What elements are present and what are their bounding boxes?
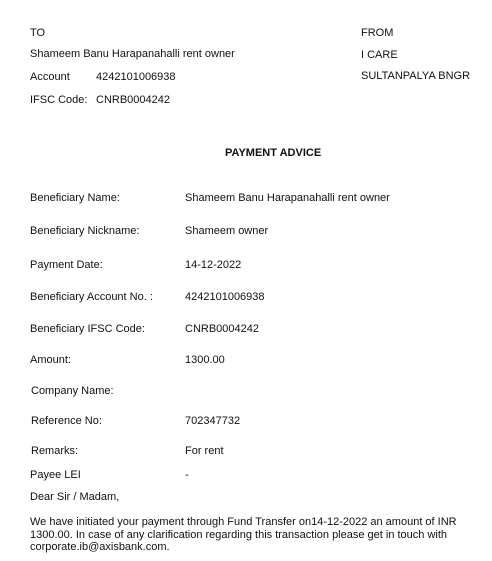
detail-label: Beneficiary IFSC Code: [30,323,145,335]
ifsc-label: IFSC Code: [30,94,88,106]
from-heading: FROM [361,27,394,39]
from-line2: SULTANPALYA BNGR [361,70,471,82]
detail-value: 702347732 [185,415,241,427]
detail-label: Beneficiary Account No. : [30,291,153,303]
to-heading: TO [30,27,46,39]
detail-label: Amount: [30,354,71,366]
detail-label: Beneficiary Name: [30,192,120,204]
detail-label: Company Name: [31,385,114,397]
from-line1: I CARE [361,49,398,61]
detail-label: Beneficiary Nickname: [30,225,140,237]
detail-value: CNRB0004242 [185,323,259,335]
detail-value: For rent [185,445,224,457]
detail-label: Remarks: [31,445,79,457]
message-body: We have initiated your payment through Fund Transfer on14-12-2022 an amount of INR 1300.00. In case of any clarification regarding this transaction please get in touch with corporate.ib@axisbank.com. [30,516,457,553]
salutation: Dear Sir / Madam, [30,491,120,503]
detail-value: 4242101006938 [185,291,265,303]
account-value: 4242101006938 [96,71,176,83]
detail-value: - [185,469,189,481]
ifsc-value: CNRB0004242 [96,94,170,106]
document-title: PAYMENT ADVICE [225,147,322,159]
detail-value: Shameem owner [185,225,269,237]
to-name: Shameem Banu Harapanahalli rent owner [30,48,235,60]
detail-value: Shameem Banu Harapanahalli rent owner [185,192,390,204]
detail-value: 1300.00 [185,354,225,366]
detail-label: Payee LEI [30,469,81,481]
detail-label: Reference No: [31,415,102,427]
account-label: Account [30,71,70,83]
detail-label: Payment Date: [30,259,103,271]
detail-value: 14-12-2022 [185,259,242,271]
